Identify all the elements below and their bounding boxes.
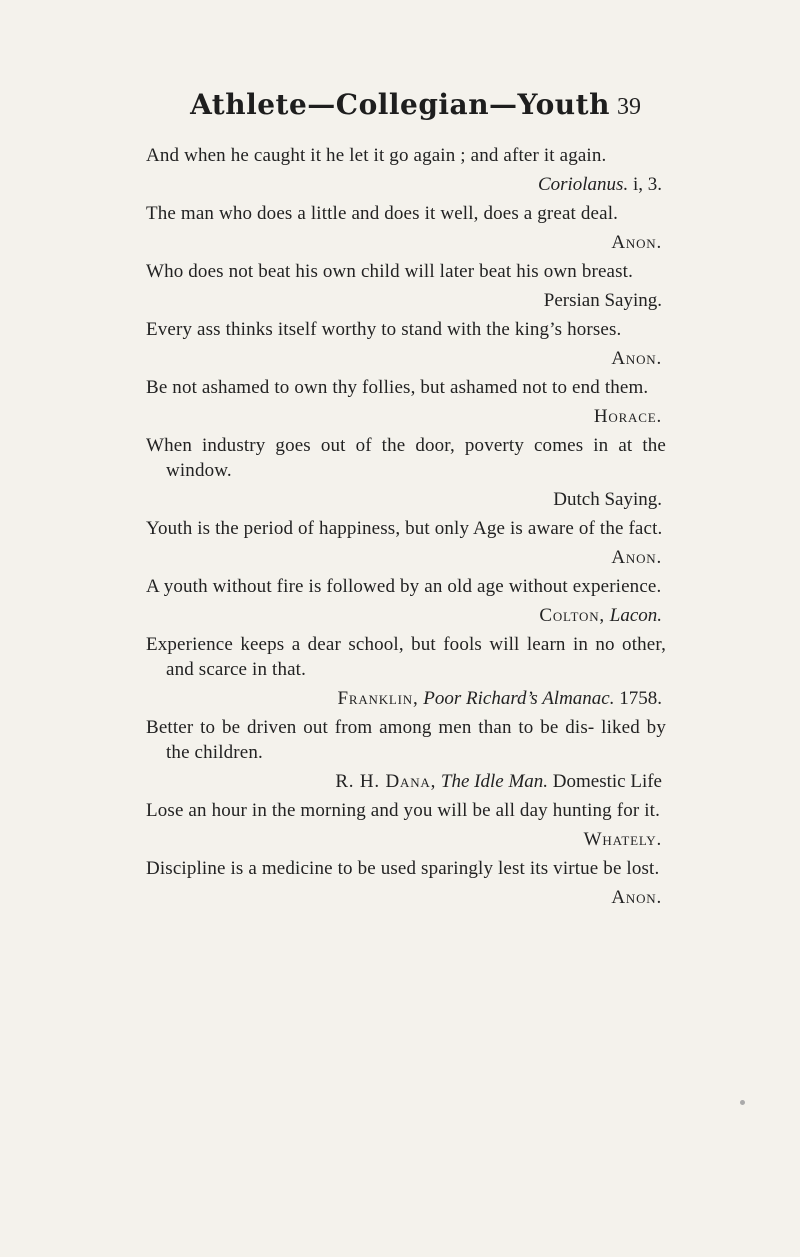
attribution xyxy=(146,404,666,429)
attribution-detail: Persian Saying. xyxy=(543,290,662,311)
attribution-author: Anon. xyxy=(611,232,662,253)
attribution xyxy=(146,827,666,852)
attribution xyxy=(146,346,666,371)
quotation-text: When industry goes out of the door, poverty comes in at the window. xyxy=(146,435,666,481)
attribution-author: Horace. xyxy=(593,406,662,427)
attribution xyxy=(146,545,666,570)
quotation-entry xyxy=(146,516,666,570)
attribution xyxy=(146,172,666,197)
quotation-text: Lose an hour in the morning and you will be all day hunting for it. xyxy=(146,800,660,821)
quotation-entry xyxy=(146,715,666,794)
attribution-author: Anon. xyxy=(611,547,662,568)
attribution xyxy=(146,686,666,711)
attribution-detail: Dutch Saying. xyxy=(553,489,662,510)
quotation-entry xyxy=(146,574,666,628)
attribution-author: Franklin, xyxy=(337,688,419,709)
quotation-text: Experience keeps a dear school, but fools will learn in no other, and scarce in that. xyxy=(146,634,666,680)
quotation-text: Be not ashamed to own thy follies, but ashamed not to end them. xyxy=(146,377,649,398)
attribution-detail: i, 3. xyxy=(628,174,662,195)
running-head: Athlete—Collegian—Youth xyxy=(190,88,610,121)
attribution-work: Coriolanus. xyxy=(537,174,629,195)
quotation-entry xyxy=(146,433,666,512)
quotation-text: A youth without fire is followed by an old age without experience. xyxy=(146,576,662,597)
quotation-text: Every ass thinks itself worthy to stand with the king’s horses. xyxy=(146,319,622,340)
attribution xyxy=(146,230,666,255)
quotations-list xyxy=(146,143,666,914)
quotation-text: And when he caught it he let it go again ; and after it again. xyxy=(146,145,607,166)
attribution-author: Anon. xyxy=(611,348,662,369)
quotation-text: Youth is the period of happiness, but only Age is aware of the fact. xyxy=(146,518,663,539)
attribution xyxy=(146,603,666,628)
attribution-work: The Idle Man. xyxy=(436,771,549,792)
quotation-entry xyxy=(146,317,666,371)
attribution-author: Whately. xyxy=(583,829,662,850)
attribution xyxy=(146,769,666,794)
attribution xyxy=(146,288,666,313)
page-header xyxy=(0,88,800,128)
quotation-text: Better to be driven out from among men than to be dis- liked by the children. xyxy=(146,717,666,763)
quotation-entry xyxy=(146,632,666,711)
quotation-entry xyxy=(146,856,666,910)
quotation-text: The man who does a little and does it well, does a great deal. xyxy=(146,203,619,224)
quotation-entry xyxy=(146,143,666,197)
paper-speck xyxy=(740,1100,745,1105)
attribution-work: Lacon. xyxy=(605,605,662,626)
quotation-entry xyxy=(146,375,666,429)
quotation-text: Who does not beat his own child will later beat his own breast. xyxy=(146,261,633,282)
attribution-author: Anon. xyxy=(611,887,662,908)
attribution-detail: Domestic Life xyxy=(548,771,662,792)
attribution-work: Poor Richard’s Almanac. xyxy=(418,688,615,709)
quotation-text: Discipline is a medicine to be used sparingly lest its virtue be lost. xyxy=(146,858,660,879)
attribution-detail: 1758. xyxy=(614,688,662,709)
attribution xyxy=(146,885,666,910)
attribution-author: R. H. Dana, xyxy=(335,771,437,792)
attribution xyxy=(146,487,666,512)
quotation-entry xyxy=(146,201,666,255)
page-number: 39 xyxy=(617,94,641,120)
attribution-author: Colton, xyxy=(539,605,605,626)
quotation-entry xyxy=(146,798,666,852)
quotation-entry xyxy=(146,259,666,313)
